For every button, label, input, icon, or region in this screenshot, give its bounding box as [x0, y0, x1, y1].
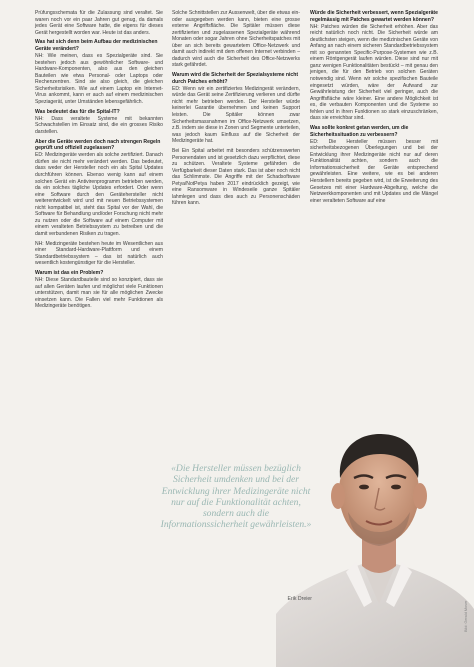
photo-credit: Bild: Gerald Moser [464, 600, 468, 632]
paragraph: Bei Ein Spital arbeitet mit besonders schützenswerten Personendaten und ist gesetzlich dazu verpflichtet, diese zu schützen. Veraltete Systeme gefährden die Verfügbarkeit dieser Daten stark. Das ist aber noch nicht das Schlimmste. Die Angriffe mit der Schadsoftware Petya/NotPetya haben 2017 eindrücklich gezeigt, wie eine Ransomware in Windeseile ganze Spitäler lahmlegen und dass dies auch zu Personenschäden führen kann. [172, 148, 300, 207]
paragraph: ED: Medizingeräte werden als solche zertifiziert. Danach dürfen sie nicht mehr verändert werden. Das bedeutet, dass weder der Hersteller noch ein als Spital Updates durchführen können. Ebenso wenig kann auf einem solchen Gerät ein Antivirenprogramm betrieben werden, da ein solches tägliche Updates erfordert. Oder wenn eine Software durch den Gerätehersteller nicht weiterentwickelt wird und mit neuen Betriebssystemen nicht kompatibel ist, steht das Spital vor der Wahl, die Software für Behandlung und/oder Forschung nicht mehr zu nutzen oder die Software auf einem Computer mit einem veralteten Betriebssystem zu betreiben und die damit verbundenen Risiken zu tragen. [35, 152, 163, 237]
section-heading: Warum wird die Sicherheit der Spezialsysteme nicht durch Patches erhöht? [172, 72, 299, 85]
section-heading: Aber die Geräte werden doch nach strengen Regeln geprüft und offiziell zugelassen? [35, 138, 161, 152]
paragraph: Prüfungsschemata für die Zulassung sind veraltet. Sie waren noch vor ein paar Jahren gut genug, da damals jedes Gerät eine Software hatte, die eigens für dieses Gerät hergestellt worden war. Heute ist das anders. [35, 10, 163, 36]
section-heading: Was hat sich denn beim Aufbau der medizinischen Geräte verändert? [35, 39, 158, 53]
quote-author: Erik Dreier [287, 596, 312, 602]
section-heading: Was sollte konkret getan werden, um die Sicherheitssituation zu verbessern? [310, 125, 409, 138]
paragraph: NH: Medizingeräte bestehen heute im Wesentlichen aus einer Standard-Hardware-Plattform und einem Standardbetriebssystem – das ist natürlich auch wesentlich kostengünstiger für die Hersteller. [35, 240, 163, 267]
section-heading: Warum ist das ein Problem? [35, 270, 104, 277]
text-column-3 [310, 10, 438, 207]
section-heading: Würde die Sicherheit verbessert, wenn Spezialgeräte regelmässig mit Patches gewartet werden können? [310, 10, 438, 23]
paragraph: NH: Diese Standardbauteile sind so konzipiert, dass sie auf allen Geräten laufen und möglichst viele Funktionen unterstützen, damit man sie für alle möglichen Zwecke einsetzen kann. Die Fallen viel mehr Funktionen als Medizingeräte benötigen. [35, 277, 163, 310]
paragraph: ED: Wenn wir ein zertifiziertes Medizingerät verändern, würde das Gerät seine Zertifizierung verlieren und dürfte nicht mehr betrieben werden. Der Hersteller würde keinerlei Garantie übernehmen und keinen Support leisten. Die Spitäler können zwar Sicherheitsmassnahmen im Office-Netzwerk umsetzen, z.B. indem sie diese in Zonen und Segmente unterteilen, was jedoch kaum Einfluss auf die Sicherheit der Medizingeräte hat. [172, 85, 300, 145]
paragraph: ED: Die Hersteller müssen besser mit sicherheitsbezogenen Überlegungen und bei der Entwicklung ihrer Medizingeräte nicht nur auf deren Funktionalität achten, sondern auch die Informationssicherheit der Geräte entsprechend gewährleisten. Eine weitere, wie es bei anderen Herstellern bereits gegeben wird, ist die Erweiterung des Gesetzes mit einer Hardware-Abgeltung, welche die Netzwerkkomponenten und mit Updates und die Mängel einer veralteten Software auf eine [310, 138, 438, 204]
portrait-photo [276, 404, 474, 667]
paragraph: NH: Patches würden die Sicherheit erhöhen. Aber das reicht natürlich noch nicht. Die Sicherheit würde am deutlichsten steigen, wenn die medizinischen Geräte von Anfang an nach einem sicheren Standardbetriebssystem mit so genannten Specific-Purpose-Systemen wie z.B. einem Röntgengerät laufen würden. Diese sind nur mit ganz wenigen Funktionalitäten bestückt – mit genau den jenigen, die für den Betrieb von solchen Geräten notwendig sind. Wenn wir solche spezifischen Bauteile eingesetzt würden, wäre der Aufwand zur Gewährleistung der Sicherheit viel geringer, auch die Angriffsfläche wäre kleiner. Eine andere Möglichkeit ist es, die verbauten Komponenten und die Systeme so fehlen und in ihren Funktionen so stark einzuschränken, dass sie erreichbar sind. [310, 23, 438, 122]
paragraph: NH: Wie meinen, dass es Spezialgeräte sind. Sie bestehen jedoch aus gewöhnlicher Software- und Hardware-Komponenten, also aus den gleichen Bauteilen wie etwa Personal- oder Laptops oder Rechenzentren. Sind sie also gleich, die gleichen Sicherheitsrisiken. Wie auf einem Laptop ein Internet-Virus ankommt, kann er auch auf einem medizinischen Speziagerät, unter Umständen lebensgefährlich. [35, 53, 163, 105]
text-column-1 [35, 10, 163, 313]
paragraph: Solche Schnittstellen zur Aussenwelt, über die etwas ein- oder ausgegeben werden kann, bieten eine grosse externe Angriffsfläche. Die Spitäler müssen diese zertifizierten und zugelassenen Spezialgeräte während Monaten oder sogar Jahren ohne Sicherheitspatches mit über an sich bereits gewartetem Office-Netzwerk und damit auch indirekt mit dem offenen Internet verbinden – dadurch wird auch die Sicherheit des Office-Netzwerks stark gefährdet. [172, 10, 300, 69]
pull-quote: «Die Hersteller müssen bezüglich Sicherheit umdenken und bei der Entwicklung ihrer Medizingeräte nicht nur auf die Funktionalität achten, sondern auch die Informationssicherheit gewährleisten.» [160, 463, 312, 531]
text-column-2 [172, 10, 300, 210]
section-heading: Was bedeutet das für die Spital-IT? [35, 108, 120, 115]
paragraph: NH: Dass veraltete Systeme mit bekannten Schwachstellen im Einsatz sind, die ein grosses Risiko darstellen. [35, 115, 163, 135]
